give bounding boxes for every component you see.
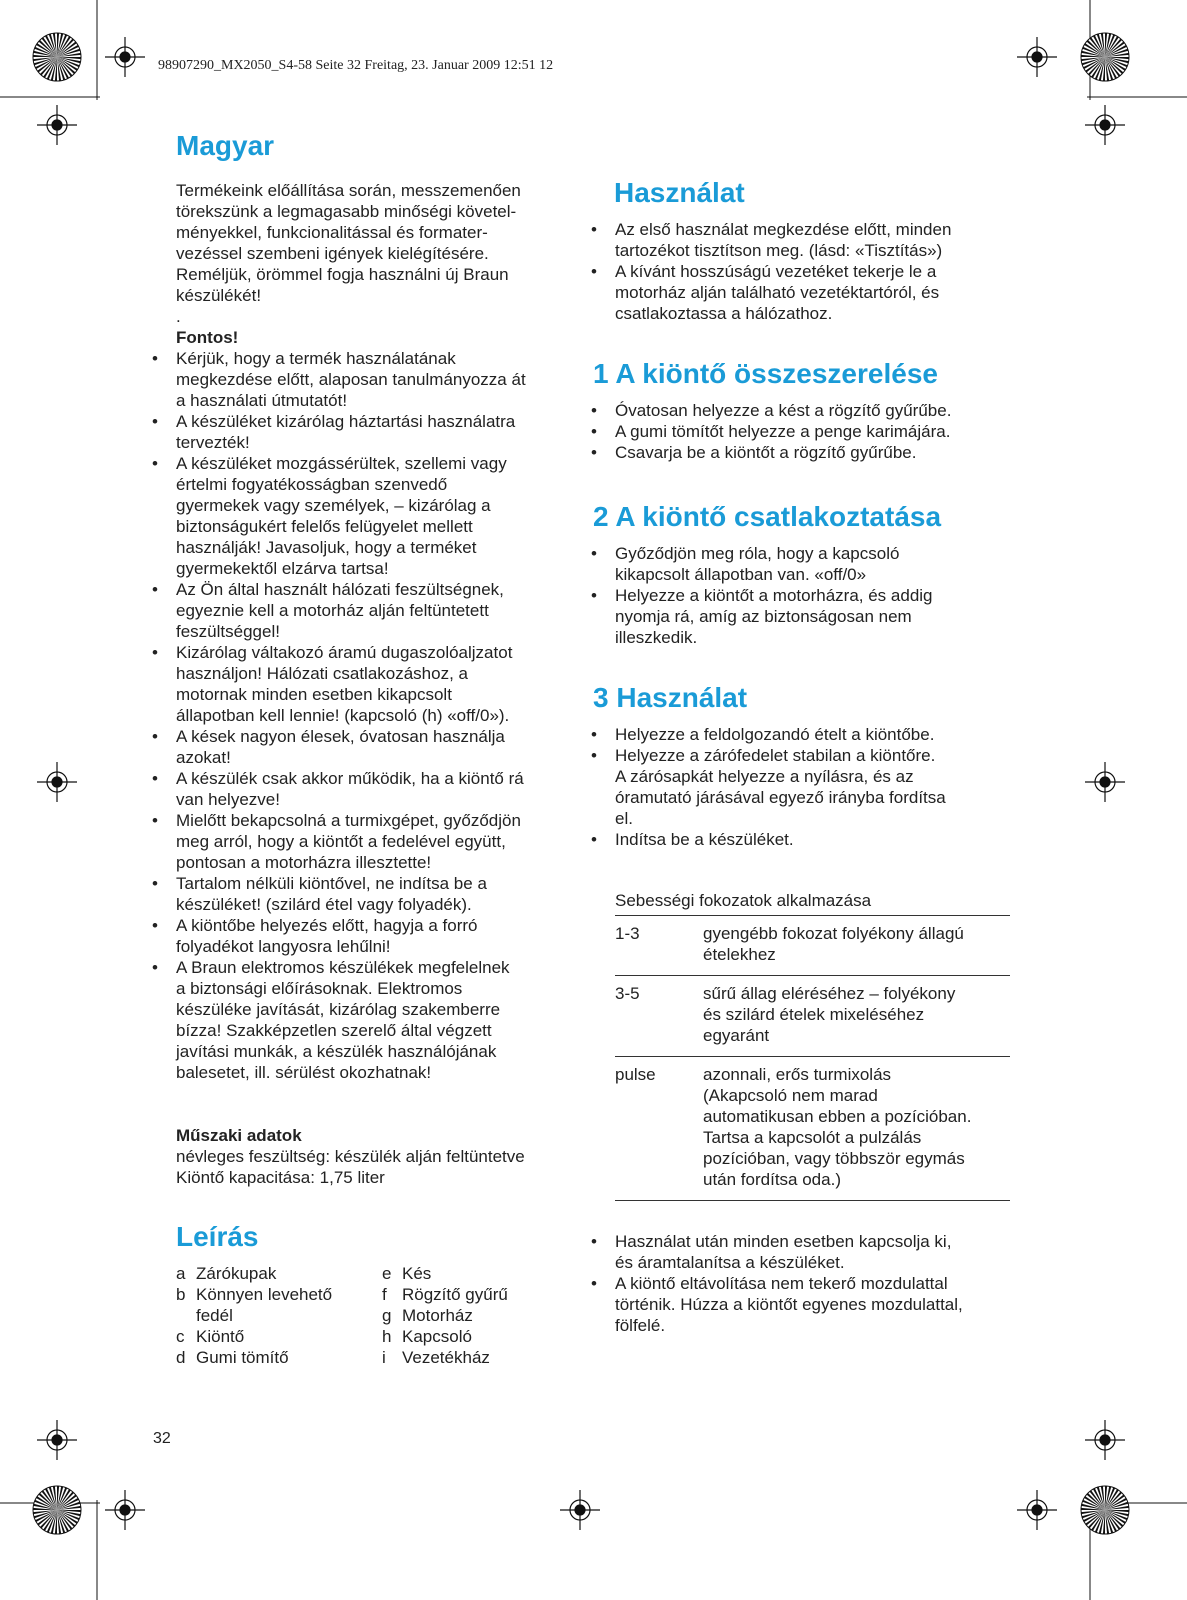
speed-description bbox=[703, 916, 1010, 976]
registration-mark bbox=[1085, 1420, 1125, 1460]
important-item-line: van helyezve! bbox=[176, 790, 280, 809]
connect-step bbox=[615, 585, 1035, 648]
important-item-line: A kiöntőbe helyezés előtt, hagyja a forró bbox=[176, 916, 478, 935]
speed-description bbox=[703, 976, 1010, 1057]
usage-item-line: A kívánt hosszúságú vezetéket tekerje le a bbox=[615, 262, 937, 281]
important-item bbox=[176, 348, 586, 411]
section-2-list bbox=[615, 543, 1035, 648]
assembly-step bbox=[615, 400, 1035, 421]
speed-description-line: sűrű állag eléréséhez – folyékony bbox=[703, 984, 956, 1003]
important-item-line: a biztonsági előírásoknak. Elektromos bbox=[176, 979, 463, 998]
usage-step-line: óramutató járásával egyező irányba fordítsa bbox=[615, 788, 946, 807]
important-item bbox=[176, 453, 586, 579]
assembly-step bbox=[615, 421, 1035, 442]
important-item-line: biztonságukért felelős felügyelet mellett bbox=[176, 517, 473, 536]
important-item-line: a használati útmutatót! bbox=[176, 391, 348, 410]
important-item bbox=[176, 411, 586, 453]
after-use-list bbox=[615, 1231, 1035, 1336]
usage-step bbox=[615, 829, 1035, 850]
important-item bbox=[176, 642, 586, 726]
usage-item-line: Az első használat megkezdése előtt, minden bbox=[615, 220, 952, 239]
page-number: 32 bbox=[153, 1430, 171, 1447]
part-name: Kés bbox=[402, 1264, 432, 1283]
speed-description-line: automatikusan ebben a pozícióban. bbox=[703, 1107, 972, 1126]
important-item-line: A készülék csak akkor működik, ha a kiöntő rá bbox=[176, 769, 524, 788]
assembly-step-line: Csavarja be a kiöntőt a rögzítő gyűrűbe. bbox=[615, 443, 917, 462]
connect-step-line: kikapcsolt állapotban van. «off/0» bbox=[615, 565, 867, 584]
part-letter: c bbox=[176, 1327, 185, 1346]
part-letter: h bbox=[382, 1327, 392, 1346]
important-item bbox=[176, 810, 586, 873]
connect-step-line: Győződjön meg róla, hogy a kapcsoló bbox=[615, 544, 900, 563]
separator-dot: . bbox=[176, 307, 181, 326]
usage-step-line: Helyezze a feldolgozandó ételt a kiöntőbe. bbox=[615, 725, 935, 744]
right-column bbox=[593, 177, 1035, 1336]
part-name: Kiöntő bbox=[196, 1327, 245, 1346]
important-item-line: folyadékot langyosra lehűlni! bbox=[176, 937, 391, 956]
important-item-line: meg arról, hogy a kiöntőt a fedelével együtt, bbox=[176, 832, 506, 851]
intro-text bbox=[176, 180, 586, 306]
speed-description-line: (Akapcsoló nem marad bbox=[703, 1086, 878, 1105]
part-row bbox=[382, 1326, 508, 1347]
important-item-line: feszültséggel! bbox=[176, 622, 280, 641]
registration-mark bbox=[37, 1420, 77, 1460]
speed-description-line: gyengébb fokozat folyékony állagú bbox=[703, 924, 964, 943]
important-item-line: megkezdése előtt, alaposan tanulmányozza át bbox=[176, 370, 526, 389]
part-letter: i bbox=[382, 1348, 386, 1367]
part-letter: a bbox=[176, 1264, 186, 1283]
usage-step bbox=[615, 745, 1035, 829]
registration-mark bbox=[1017, 1490, 1057, 1530]
part-letter: e bbox=[382, 1264, 392, 1283]
important-heading: Fontos! bbox=[176, 328, 239, 347]
registration-mark bbox=[560, 1490, 600, 1530]
important-item-line: használjon! Hálózati csatlakozáshoz, a bbox=[176, 664, 468, 683]
registration-mark bbox=[37, 105, 77, 145]
part-name: Könnyen levehető bbox=[196, 1285, 333, 1304]
speed-description-line: egyaránt bbox=[703, 1026, 770, 1045]
parts-list bbox=[176, 1263, 586, 1368]
important-item bbox=[176, 873, 586, 915]
usage-item bbox=[615, 219, 1035, 261]
connect-step bbox=[615, 543, 1035, 585]
part-name: Gumi tömítő bbox=[196, 1348, 289, 1367]
usage-step-line: Helyezze a zárófedelet stabilan a kiöntőre. bbox=[615, 746, 936, 765]
part-letter: g bbox=[382, 1306, 392, 1325]
usage-item-line: motorház alján található vezetéktartóról, és bbox=[615, 283, 940, 302]
speed-table-title: Sebességi fokozatok alkalmazása bbox=[615, 891, 872, 910]
part-row bbox=[382, 1284, 508, 1305]
intro-line: Reméljük, örömmel fogja használni új Braun bbox=[176, 265, 509, 284]
important-item bbox=[176, 768, 586, 810]
part-name: Rögzítő gyűrű bbox=[402, 1285, 508, 1304]
assembly-step-line: A gumi tömítőt helyezze a penge karimájára. bbox=[615, 422, 951, 441]
usage-list bbox=[615, 219, 1035, 324]
speed-level: 1-3 bbox=[615, 924, 640, 943]
part-name: fedél bbox=[196, 1306, 233, 1325]
after-use-item bbox=[615, 1273, 1035, 1336]
part-letter: b bbox=[176, 1285, 186, 1304]
part-row bbox=[176, 1326, 382, 1347]
part-row bbox=[176, 1347, 382, 1368]
speed-level: 3-5 bbox=[615, 984, 640, 1003]
part-letter: f bbox=[382, 1285, 387, 1304]
part-name: Zárókupak bbox=[196, 1264, 277, 1283]
usage-step bbox=[615, 724, 1035, 745]
part-row bbox=[382, 1305, 508, 1326]
section-3-title: 3 Használat bbox=[593, 682, 748, 713]
print-slug: 98907290_MX2050_S4-58 Seite 32 Freitag, 23. Januar 2009 12:51 12 bbox=[158, 58, 554, 73]
usage-step-line: Indítsa be a készüléket. bbox=[615, 830, 794, 849]
part-letter: d bbox=[176, 1348, 186, 1367]
tech-line: névleges feszültség: készülék alján feltüntetve bbox=[176, 1147, 525, 1166]
after-use-item-line: és áramtalanítsa a készüléket. bbox=[615, 1253, 845, 1272]
important-item-line: A készüléket kizárólag háztartási használatra bbox=[176, 412, 516, 431]
part-row bbox=[176, 1305, 382, 1326]
after-use-item bbox=[615, 1231, 1035, 1273]
speed-table bbox=[615, 915, 1010, 1201]
important-item-line: A készüléket mozgássérültek, szellemi vagy bbox=[176, 454, 507, 473]
assembly-step-line: Óvatosan helyezze a kést a rögzítő gyűrűbe. bbox=[615, 401, 952, 420]
part-name: Vezetékház bbox=[402, 1348, 490, 1367]
usage-step-line: A zárósapkát helyezze a nyílásra, és az bbox=[615, 767, 914, 786]
intro-line: ményekkel, funkcionalitással és formater- bbox=[176, 223, 488, 242]
important-item-line: javítási munkák, a készülék használójának bbox=[176, 1042, 497, 1061]
important-item-line: értelmi fogyatékosságban szenvedő bbox=[176, 475, 448, 494]
connect-step-line: nyomja rá, amíg az biztonságosan nem bbox=[615, 607, 912, 626]
section-1-list bbox=[615, 400, 1035, 463]
parts-list-left bbox=[176, 1263, 382, 1368]
intro-line: készülékét! bbox=[176, 286, 262, 305]
important-item bbox=[176, 957, 586, 1083]
important-item bbox=[176, 579, 586, 642]
section-1-title: 1 A kiöntő összeszerelése bbox=[593, 358, 938, 389]
important-item-line: Mielőtt bekapcsolná a turmixgépet, győződjön bbox=[176, 811, 521, 830]
usage-step-line: el. bbox=[615, 809, 633, 828]
speed-row bbox=[615, 1057, 1010, 1201]
speed-description-line: és szilárd ételek mixeléséhez bbox=[703, 1005, 925, 1024]
important-item-line: Kérjük, hogy a termék használatának bbox=[176, 349, 456, 368]
important-item-line: A kések nagyon élesek, óvatosan használja bbox=[176, 727, 505, 746]
important-item-line: Tartalom nélküli kiöntővel, ne indítsa be a bbox=[176, 874, 487, 893]
important-item bbox=[176, 726, 586, 768]
intro-line: törekszünk a legmagasabb minőségi követel- bbox=[176, 202, 517, 221]
speed-description-line: Tartsa a kapcsolót a pulzálás bbox=[703, 1128, 922, 1147]
after-use-item-line: történik. Húzza a kiöntőt egyenes mozdulattal, bbox=[615, 1295, 963, 1314]
left-column bbox=[176, 130, 586, 1368]
after-use-item-line: Használat után minden esetben kapcsolja ki, bbox=[615, 1232, 952, 1251]
important-list bbox=[176, 348, 586, 1083]
color-star-mark bbox=[33, 1486, 81, 1534]
usage-item bbox=[615, 261, 1035, 324]
after-use-item-line: fölfelé. bbox=[615, 1316, 666, 1335]
important-item-line: bízza! Szakképzetlen szerelő által végzett bbox=[176, 1021, 492, 1040]
speed-row bbox=[615, 976, 1010, 1057]
part-letter bbox=[176, 1305, 196, 1326]
part-name: Motorház bbox=[402, 1306, 473, 1325]
color-star-mark bbox=[1081, 1486, 1129, 1534]
important-item-line: használják! Javasoljuk, hogy a terméket bbox=[176, 538, 477, 557]
important-item-line: Kizárólag váltakozó áramú dugaszolóaljzatot bbox=[176, 643, 513, 662]
important-item-line: Az Ön által használt hálózati feszültségnek, bbox=[176, 580, 504, 599]
important-item-line: gyermekektől elzárva tartsa! bbox=[176, 559, 389, 578]
registration-mark bbox=[1085, 762, 1125, 802]
important-item-line: pontosan a motorházra illesztette! bbox=[176, 853, 432, 872]
parts-list-right bbox=[382, 1263, 508, 1368]
important-item-line: állapotban kell lennie! (kapcsoló (h) «off/0»). bbox=[176, 706, 510, 725]
registration-mark bbox=[105, 37, 145, 77]
important-item-line: gyermekek vagy személyek, – kizárólag a bbox=[176, 496, 491, 515]
tech-heading: Műszaki adatok bbox=[176, 1126, 302, 1145]
registration-mark bbox=[105, 1490, 145, 1530]
registration-mark bbox=[37, 762, 77, 802]
part-row bbox=[176, 1263, 382, 1284]
section-2-title: 2 A kiöntő csatlakoztatása bbox=[593, 501, 942, 532]
page-title: Magyar bbox=[176, 130, 275, 161]
color-star-mark bbox=[1081, 33, 1129, 81]
part-row bbox=[382, 1263, 508, 1284]
speed-description bbox=[703, 1057, 1010, 1201]
important-item-line: készüléket! (szilárd étel vagy folyadék). bbox=[176, 895, 472, 914]
speed-level: pulse bbox=[615, 1065, 656, 1084]
tech-data bbox=[176, 1146, 586, 1188]
description-title: Leírás bbox=[176, 1221, 259, 1252]
usage-title: Használat bbox=[614, 177, 745, 208]
important-item-line: A Braun elektromos készülékek megfelelnek bbox=[176, 958, 510, 977]
registration-mark bbox=[1017, 37, 1057, 77]
important-item-line: egyeznie kell a motorház alján feltüntetett bbox=[176, 601, 489, 620]
intro-line: vezéssel szembeni igények kielégítésére. bbox=[176, 244, 489, 263]
important-item-line: motornak minden esetben kikapcsolt bbox=[176, 685, 452, 704]
usage-item-line: csatlakoztassa a hálózathoz. bbox=[615, 304, 833, 323]
intro-line: Termékeink előállítása során, messzemenően bbox=[176, 181, 521, 200]
important-item-line: készüléke javítását, kizárólag szakemberre bbox=[176, 1000, 501, 1019]
part-row bbox=[176, 1284, 382, 1305]
connect-step-line: Helyezze a kiöntőt a motorházra, és addig bbox=[615, 586, 933, 605]
tech-line: Kiöntő kapacitása: 1,75 liter bbox=[176, 1168, 385, 1187]
usage-item-line: tartozékot tisztítson meg. (lásd: «Tisztítás») bbox=[615, 241, 943, 260]
registration-mark bbox=[1085, 105, 1125, 145]
speed-description-line: pozícióban, vagy többször egymás bbox=[703, 1149, 965, 1168]
assembly-step bbox=[615, 442, 1035, 463]
speed-description-line: ételekhez bbox=[703, 945, 776, 964]
part-name: Kapcsoló bbox=[402, 1327, 472, 1346]
important-item-line: tervezték! bbox=[176, 433, 250, 452]
important-item-line: balesetet, ill. sérülést okozhatnak! bbox=[176, 1063, 432, 1082]
important-item bbox=[176, 915, 586, 957]
section-3-list bbox=[615, 724, 1035, 850]
important-item-line: azokat! bbox=[176, 748, 231, 767]
color-star-mark bbox=[33, 33, 81, 81]
connect-step-line: illeszkedik. bbox=[615, 628, 698, 647]
speed-description-line: után fordítsa oda.) bbox=[703, 1170, 841, 1189]
speed-row bbox=[615, 916, 1010, 976]
after-use-item-line: A kiöntő eltávolítása nem tekerő mozdulattal bbox=[615, 1274, 948, 1293]
part-row bbox=[382, 1347, 508, 1368]
speed-description-line: azonnali, erős turmixolás bbox=[703, 1065, 892, 1084]
